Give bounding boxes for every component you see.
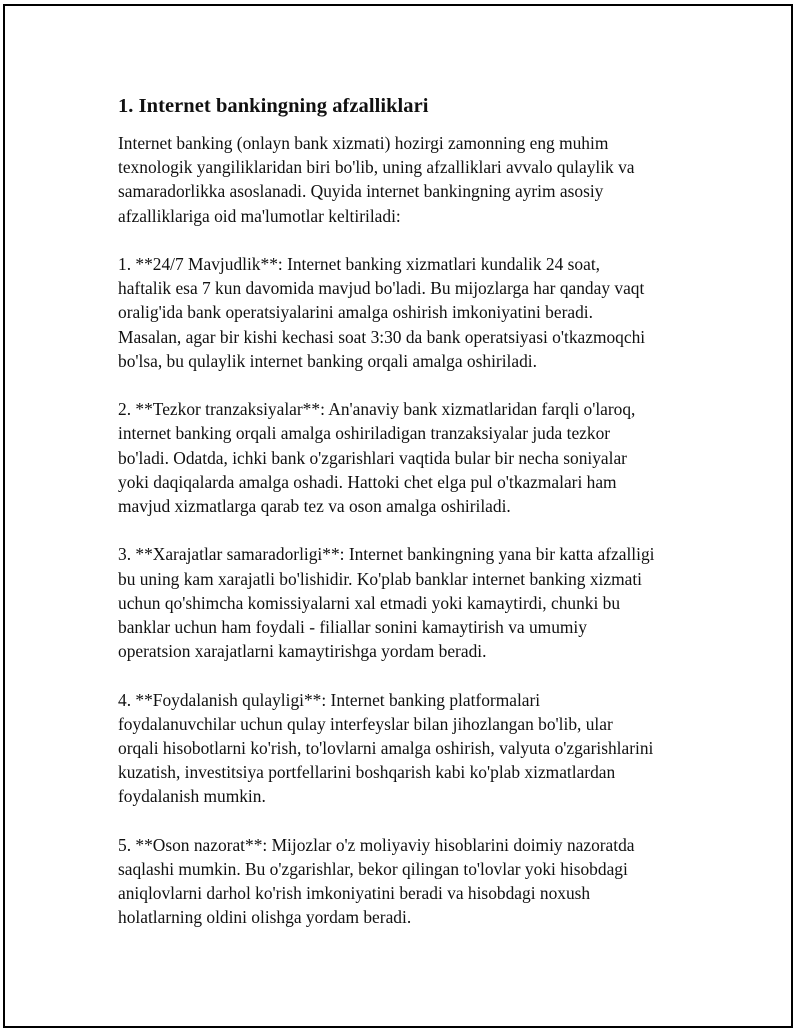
list-item-ease-of-use: 4. **Foydalanish qulayligi**: Internet banking platformalari foydalanuvchilar uchun qulay interfeyslar bilan jihozlangan bo'lib, ular orqali hisobotlarni ko'rish, to'lovlarni amalga oshirish, valyuta o'zgarishlarini kuzatish, investitsiya portfellarini boshqarish kabi ko'plab xizmatlardan foydalanish mumkin. <box>118 689 654 807</box>
list-item-easy-control: 5. **Oson nazorat**: Mijozlar o'z moliyaviy hisoblarini doimiy nazoratda saqlashi mumkin. Bu o'zgarishlar, bekor qilingan to'lovlar yoki hisobdagi aniqlovlarni darhol ko'rish imkoniyatini beradi va hisobdagi noxush holatlarning oldini olishga yordam beradi. <box>118 834 635 928</box>
list-item-cost-efficiency: 3. **Xarajatlar samaradorligi**: Internet bankingning yana bir katta afzalligi bu uning kam xarajatli bo'lishidir. Ko'plab banklar internet banking xizmati uchun qo'shimcha komissiyalarni xal etmadi yoki kamaytirdi, chunki bu banklar uchun ham foydali - filiallar sonini kamaytirish va umumiy operatsion xarajatlarni kamaytirishga yordam beradi. <box>118 544 655 662</box>
intro-paragraph: Internet banking (onlayn bank xizmati) hozirgi zamonning eng muhim texnologik yangiliklaridan biri bo'lib, uning afzalliklari avvalo qulaylik va samaradorlikka asoslanadi. Quyida internet bankingning ayrim asosiy afzalliklariga oid ma'lumotlar keltiriladi: <box>118 133 635 226</box>
list-item-fast-transactions: 2. **Tezkor tranzaksiyalar**: An'anaviy bank xizmatlaridan farqli o'laroq, internet banking orqali amalga oshiriladigan tranzaksiyalar juda tezkor bo'ladi. Odatda, ichki bank o'zgarishlari vaqtida bular bir necha soniyalar yoki daqiqalarda amalga oshadi. Hattoki chet elga pul o'tkazmalari ham mavjud xizmatlarga qarab tez va oson amalga oshiriladi. <box>118 399 636 517</box>
document-body <box>118 92 708 930</box>
section-heading: 1. Internet bankingning afzalliklari <box>118 95 429 117</box>
list-item-availability: 1. **24/7 Mavjudlik**: Internet banking xizmatlari kundalik 24 soat, haftalik esa 7 kun davomida mavjud bo'ladi. Bu mijozlarga har qanday vaqt oralig'ida bank operatsiyalarini amalga oshirish imkoniyatini beradi. Masalan, agar bir kishi kechasi soat 3:30 da bank operatsiyasi o'tkazmoqchi bo'lsa, bu qulaylik internet banking orqali amalga oshiriladi. <box>118 254 646 371</box>
